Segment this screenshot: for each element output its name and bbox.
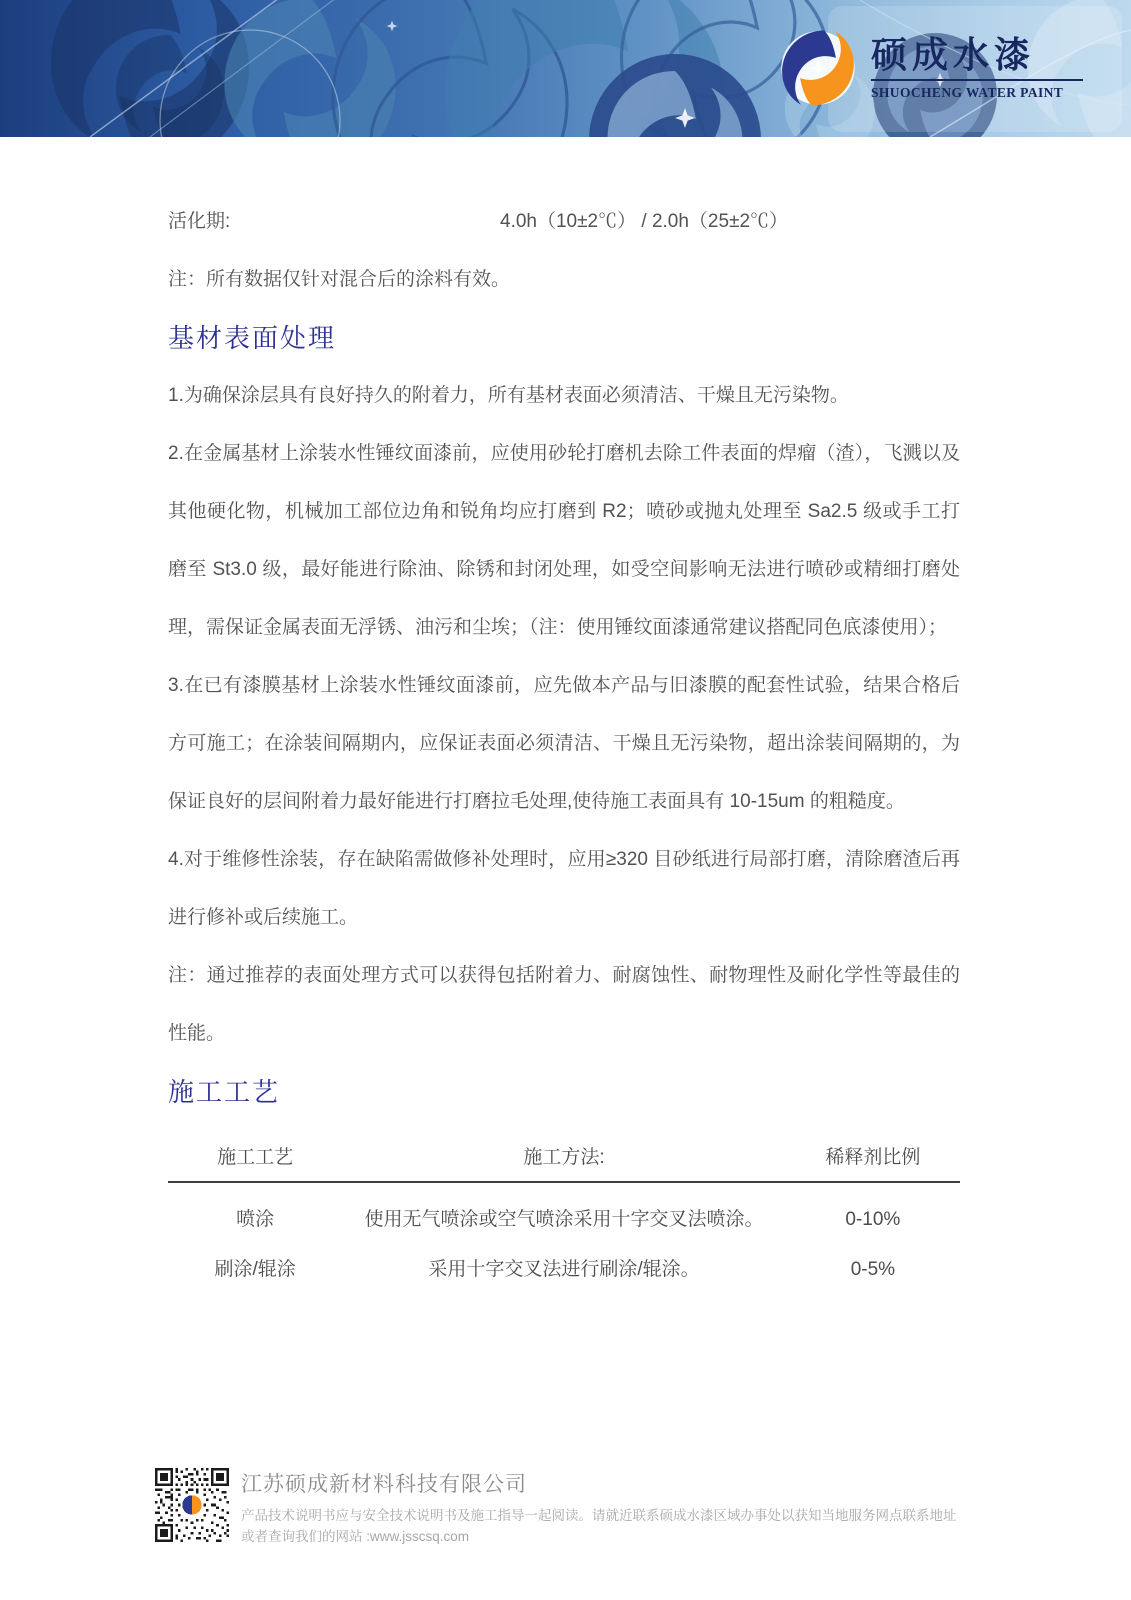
section-title-application-process: 施工工艺 xyxy=(168,1077,281,1107)
surface-paragraph-2: 2.在金属基材上涂装水性锤纹面漆前，应使用砂轮打磨机去除工件表面的焊瘤（渣），飞溅以及其他硬化物，机械加工部位边角和锐角均应打磨到 R2；喷砂或抛丸处理至 Sa2.5 级或手工打磨至 St3.0 级，最好能进行除油、除锈和封闭处理，如受空间影响无法进行喷砂或精细打磨处理，需保证金属表面无浮锈、油污和尘埃；（注：使用锤纹面漆通常建议搭配同色底漆使用）； xyxy=(168,443,960,638)
table-row xyxy=(168,1183,960,1233)
document-body xyxy=(168,193,960,1283)
activation-period-label: 活化期: xyxy=(168,211,231,232)
section-title-surface-treatment: 基材表面处理 xyxy=(168,323,337,353)
surface-paragraph-1: 1.为确保涂层具有良好持久的附着力，所有基材表面必须清洁、干燥且无污染物。 xyxy=(168,385,849,406)
table-header-description: 施工方法: xyxy=(523,1147,605,1168)
footer-disclaimer-line-1: 产品技术说明书应与安全技术说明书及施工指导一起阅读。请就近联系硕成水漆区域办事处以获知当地服务网点联系地址 xyxy=(241,1508,957,1523)
table-header-method: 施工工艺 xyxy=(217,1147,294,1168)
table-cell-description: 采用十字交叉法进行刷涂/辊涂。 xyxy=(428,1259,700,1280)
brand-logo-mark-icon xyxy=(779,24,857,112)
page-footer xyxy=(155,1468,1035,1547)
table-cell-method: 喷涂 xyxy=(236,1209,275,1230)
table-row xyxy=(168,1233,960,1283)
footer-disclaimer-line-2: 或者查询我们的网站 :www.jsscsq.com xyxy=(241,1529,470,1544)
table-header-thinner-ratio: 稀释剂比例 xyxy=(825,1147,921,1168)
brand-name-en: SHUOCHENG WATER PAINT xyxy=(871,85,1064,101)
table-cell-ratio: 0-5% xyxy=(850,1259,896,1280)
brand-name-cn: 硕成水漆 xyxy=(871,34,1036,75)
surface-paragraph-4: 4.对于维修性涂装，存在缺陷需做修补处理时，应用≥320 目砂纸进行局部打磨，清除磨渣后再进行修补或后续施工。 xyxy=(168,849,960,928)
footer-text-block xyxy=(241,1468,957,1547)
surface-paragraph-3: 3.在已有漆膜基材上涂装水性锤纹面漆前，应先做本产品与旧漆膜的配套性试验，结果合格后方可施工；在涂装间隔期内，应保证表面必须清洁、干燥且无污染物，超出涂装间隔期的，为保证良好的层间附着力最好能进行打磨拉毛处理,使待施工表面具有 10-15um 的粗糙度。 xyxy=(168,675,960,812)
footer-company-name: 江苏硕成新材料科技有限公司 xyxy=(241,1473,527,1496)
header-banner xyxy=(0,0,1131,137)
brand-logo xyxy=(779,24,1083,112)
footer-disclaimer xyxy=(241,1505,957,1547)
table-cell-description: 使用无气喷涂或空气喷涂采用十字交叉法喷涂。 xyxy=(364,1209,764,1230)
activation-note: 注：所有数据仅针对混合后的涂料有效。 xyxy=(168,269,511,290)
activation-period-row xyxy=(168,193,960,251)
brand-logo-divider xyxy=(871,79,1083,81)
process-table xyxy=(168,1145,960,1283)
activation-period-value: 4.0h（10±2℃） / 2.0h（25±2℃） xyxy=(500,211,789,232)
table-cell-method: 刷涂/辊涂 xyxy=(214,1259,296,1280)
surface-note: 注：通过推荐的表面处理方式可以获得包括附着力、耐腐蚀性、耐物理性及耐化学性等最佳的性能。 xyxy=(168,965,960,1044)
qr-code-icon xyxy=(155,1468,229,1542)
process-table-header-row xyxy=(168,1145,960,1183)
table-cell-ratio: 0-10% xyxy=(845,1209,901,1230)
brand-logo-text xyxy=(871,35,1083,101)
